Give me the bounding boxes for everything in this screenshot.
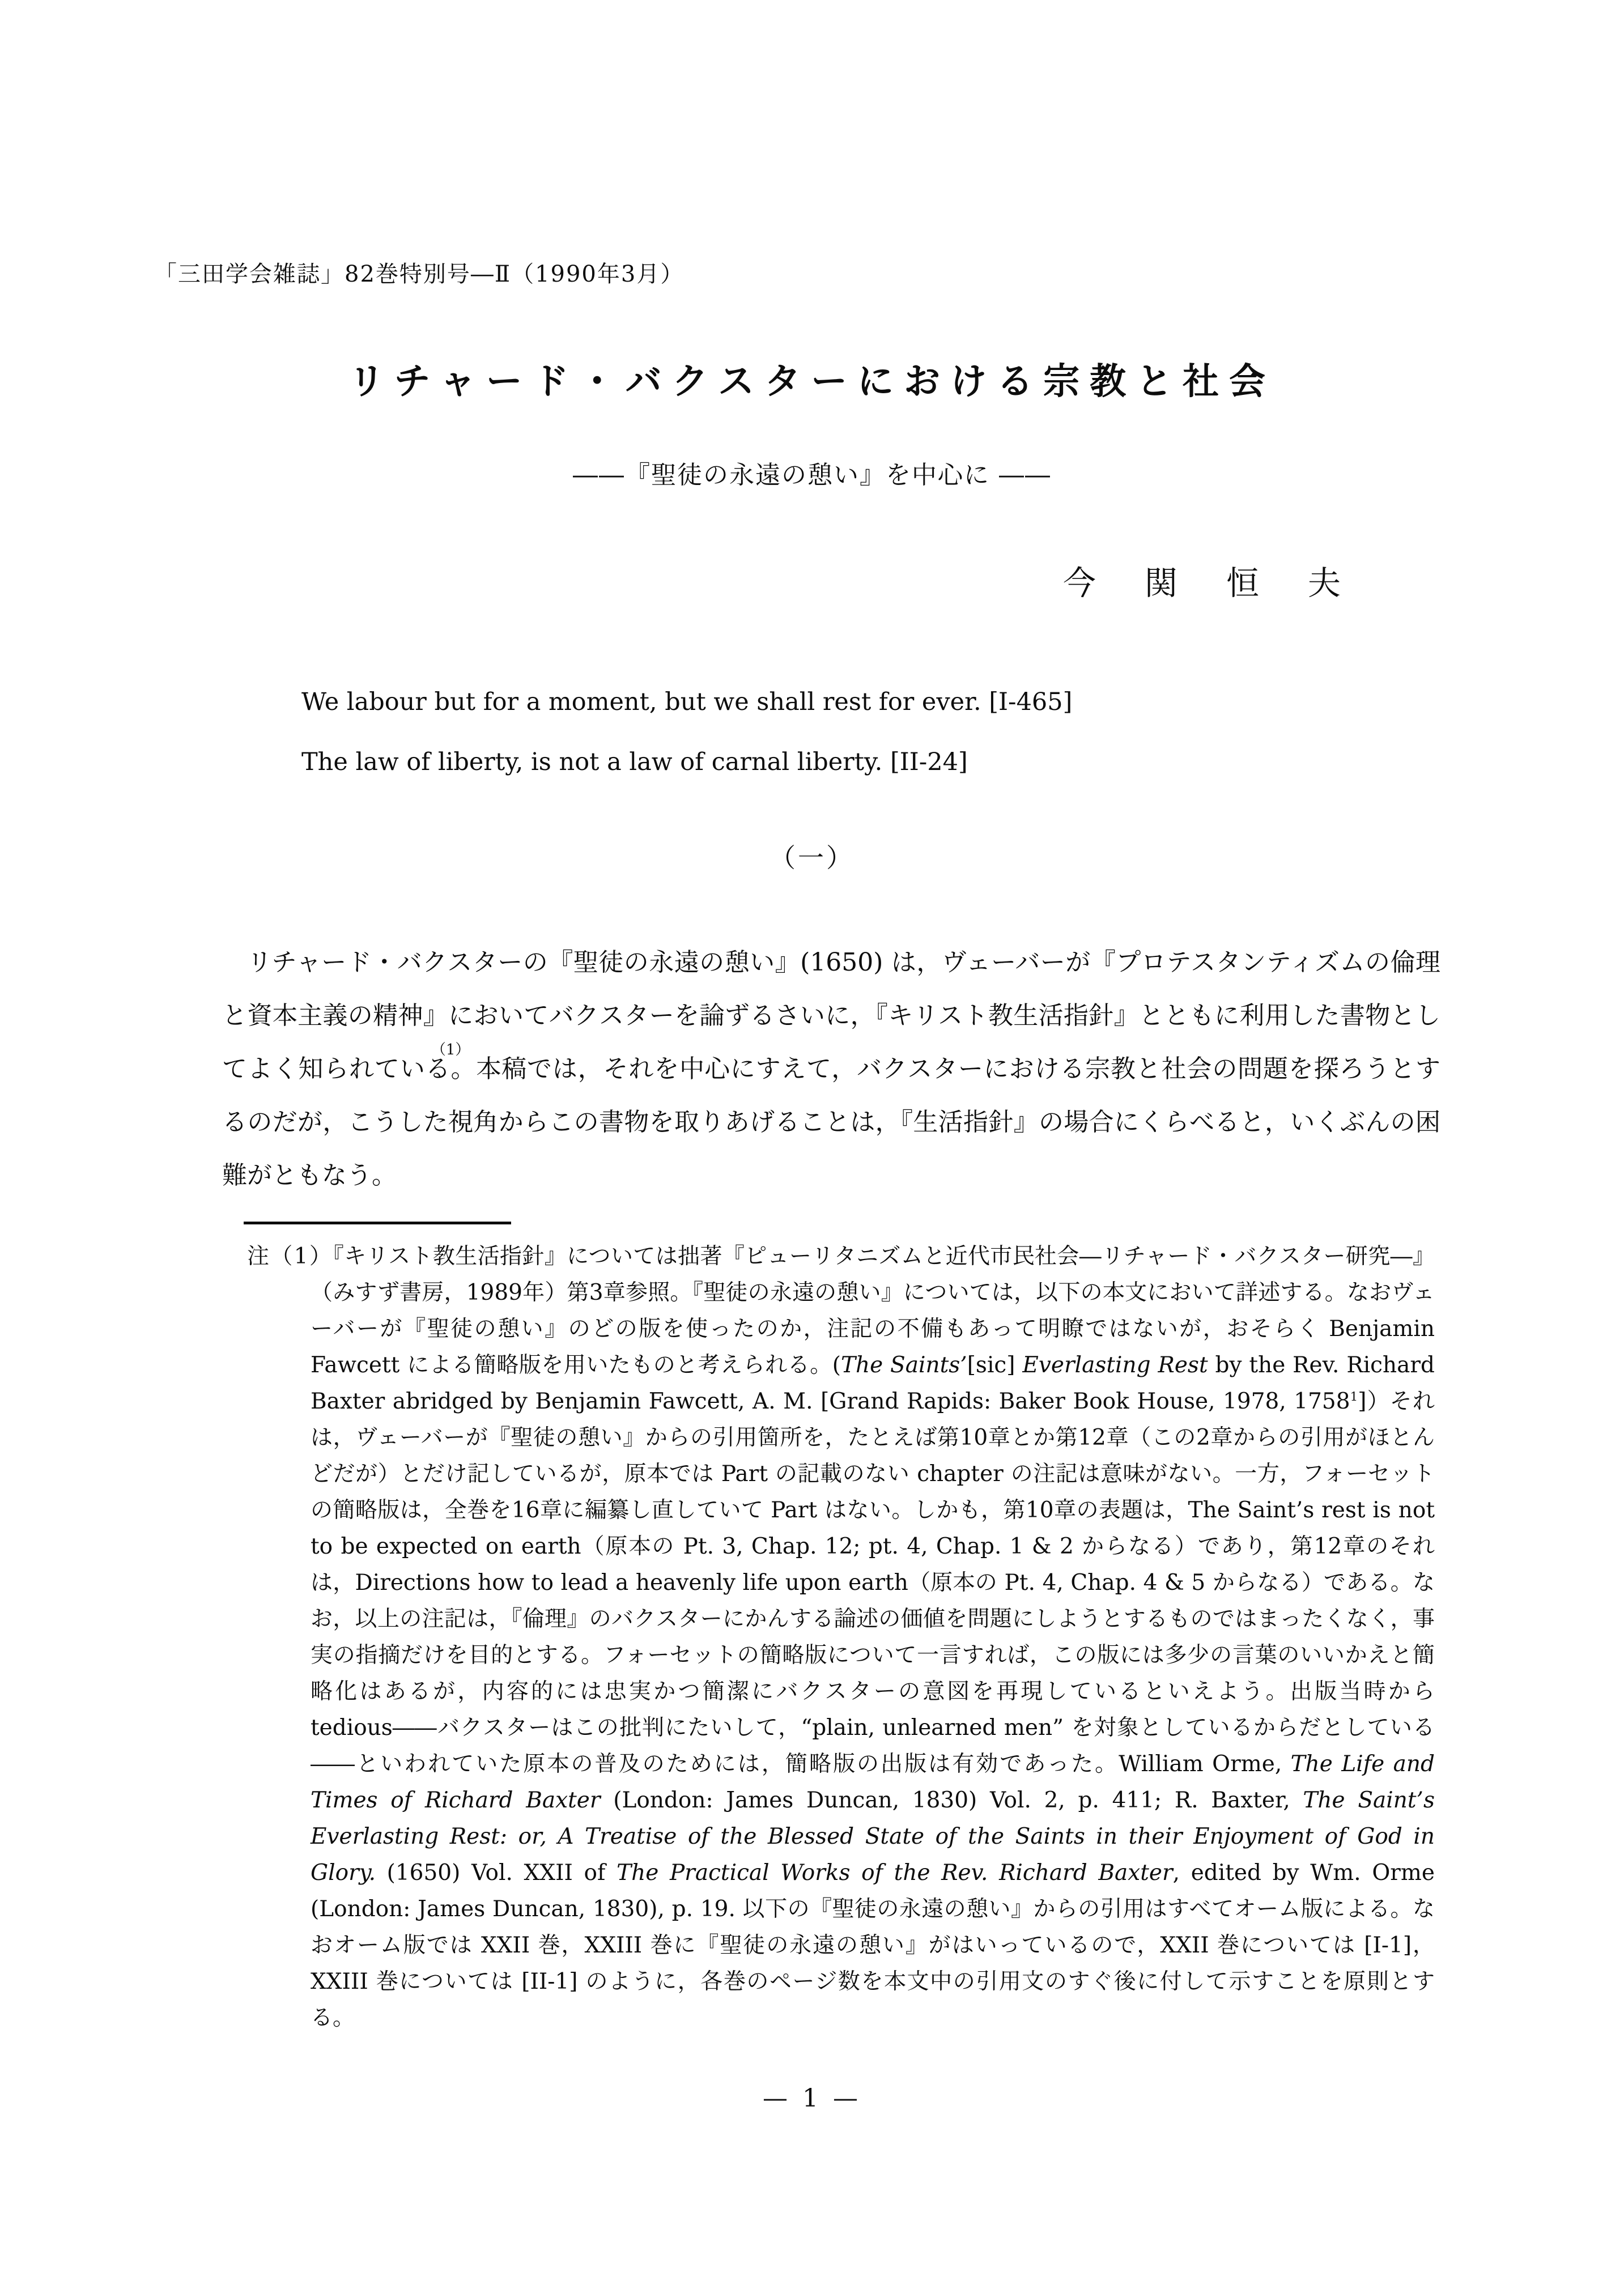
- footnote-text-segment: ]）それは，ヴェーバーが『聖徒の憩い』からの引用箇所を，たとえば第10章とか第12章（この2章からの引用がほとんどだが）とだけ記しているが，原本では Part の記載のない chapter の注記は意味がない。一方，フォーセットの簡略版は，全巻を16章に編纂し直していて Part はない。しかも，第10章の表題は，The Saint’s rest is not to be expected on earth（原本の Pt. 3, Chap. 12; pt. 4, Chap. 1 & 2 からなる）であり，第12章のそれは，Directions how to lead a heavenly life upon earth（原本の Pt. 4, Chap. 4 & 5 からなる）である。なお，以上の注記は，『倫理』のバクスターにかんする論述の価値を問題にしようとするものではまったくなく，事実の指摘だけを目的とする。フォーセットの簡略版について一言すれば，この版には多少の言葉のいいかえと簡略化はあるが，内容的には忠実かつ簡潔にバクスターの意図を再現しているといえよう。出版当時から tedious――バクスターはこの批判にたいして，“plain, unlearned men” を対象としているからだとしている――といわれていた原本の普及のためには，簡略版の出版は有効であった。William Orme,: [311, 1389, 1435, 1777]
- footnote-reference-marker: （1）: [431, 1041, 470, 1058]
- footnote-text-segment: (1650) Vol. XXII of: [376, 1860, 617, 1886]
- epigraph-line: The law of liberty, is not a law of carnal liberty. [II-24]: [301, 748, 968, 776]
- section-heading: （一）: [770, 843, 854, 873]
- footnote-text-segment: The Saint’s Everlasting Rest: or, A Treatise of the Blessed State of the Saints in their Enjoyment of God in Glory.: [311, 1788, 1435, 1886]
- footnote-separator-rule: [244, 1222, 511, 1224]
- article-subtitle: ――『聖徒の永遠の憩い』を中心に ――: [573, 461, 1051, 490]
- footnote-text-segment: The Saints’: [840, 1352, 967, 1378]
- footnote-reference-base: る: [425, 1054, 451, 1083]
- body-text-post: 。本稿では，それを中心にすえて，バクスターにおける宗教と社会の問題を探ろうとするのだが，こうした視角からこの書物を取りあげることは，『生活指針』の場合にくらべると，いくぶんの困難がともなう。: [222, 1054, 1441, 1190]
- footnote-text-segment: , edited by Wm. Orme (London: James Duncan, 1830), p. 19. 以下の『聖徒の永遠の憩い』からの引用はすべてオーム版による。なおオーム版では XXII 巻，XXIII 巻に『聖徒の永遠の憩い』がはいっているので，XXII 巻については [I-1]，XXIII 巻については [II-1] のように，各巻のページ数を本文中の引用文のすぐ後に付して示すことを原則とする。: [311, 1860, 1435, 2031]
- body-text-pre: リチャード・バクスターの『聖徒の永遠の憩い』(1650) は，ヴェーバーが『プロテスタンティズムの倫理と資本主義の精神』においてバクスターを論ずるさいに，『キリスト教生活指針』とともに利用した書物としてよく知られてい: [222, 948, 1440, 1083]
- epigraph-line: We labour but for a moment, but we shall rest for ever. [I-465]: [301, 688, 1073, 716]
- footnote-text-segment: (London: James Duncan, 1830) Vol. 2, p. 411; R. Baxter,: [600, 1788, 1303, 1813]
- author-name: 今 関 恒 夫: [1062, 564, 1349, 602]
- journal-header: 「三田学会雑誌」82巻特別号―Ⅱ（1990年3月）: [154, 261, 685, 287]
- footnote-block: [247, 1239, 1435, 2036]
- footnote-text-segment: [sic]: [967, 1352, 1023, 1378]
- footnote-text: [311, 1244, 1435, 2031]
- body-paragraph: [222, 936, 1440, 1202]
- article-title: リチャード・バクスターにおける宗教と社会: [348, 360, 1276, 403]
- epigraph-block: [301, 672, 1072, 792]
- footnote-text-segment: Everlasting Rest: [1022, 1352, 1208, 1378]
- footnote-text-segment: by the Rev. Richard Baxter abridged by Benjamin Fawcett, A. M. [Grand Rapids: Baker Book House, 1978, 1758: [311, 1352, 1435, 1414]
- footnote-text-segment: 『キリスト教生活指針』については拙著『ピューリタニズムと近代市民社会―リチャード・バクスター研究―』（みすず書房，1989年）第3章参照。『聖徒の永遠の憩い』については，以下の本文において詳述する。なおヴェーバーが『聖徒の憩い』のどの版を使ったのか，注記の不備もあって明瞭ではないが，おそらく Benjamin Fawcett による簡略版を用いたものと考えられる。(: [311, 1244, 1435, 1378]
- page-number: — 1 —: [763, 2084, 861, 2113]
- footnote-label: 注（1）: [247, 1244, 333, 1269]
- footnote-reference: [425, 1041, 470, 1083]
- footnote-text-segment: 1: [1350, 1390, 1358, 1404]
- footnote-text-segment: The Practical Works of the Rev. Richard Baxter: [617, 1860, 1173, 1886]
- footnote-text-segment: The Life and Times of Richard Baxter: [311, 1751, 1435, 1813]
